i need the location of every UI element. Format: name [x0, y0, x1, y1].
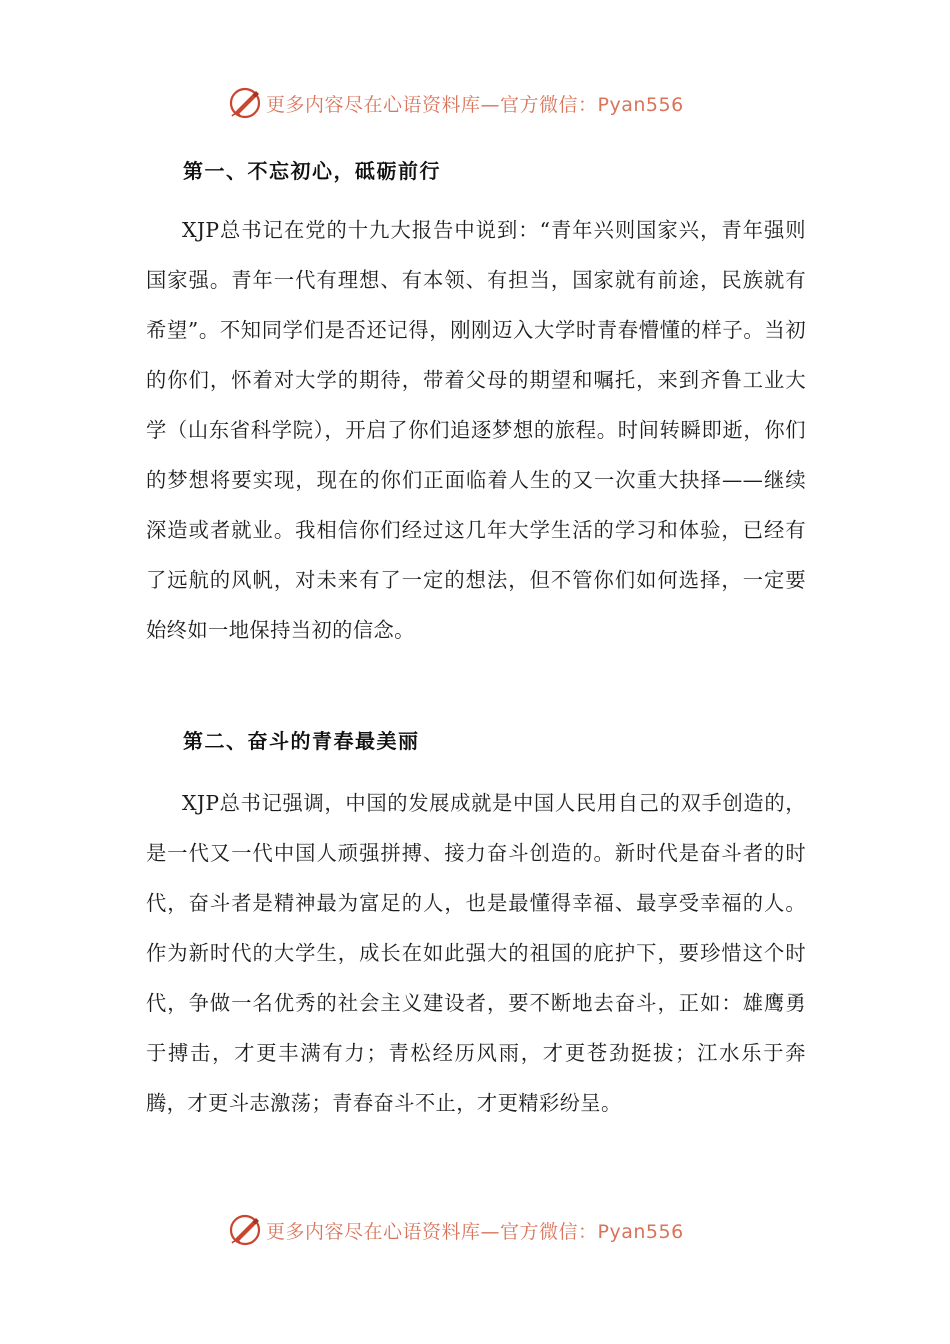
footer-banner	[228, 1210, 684, 1250]
section-heading-2: 第二、奋斗的青春最美丽	[183, 729, 420, 753]
section-heading-1: 第一、不忘初心，砥砺前行	[183, 159, 441, 183]
section-body-2: XJP总书记强调，中国的发展成就是中国人民用自己的双手创造的，是一代又一代中国人顽强拼搏、接力奋斗创造的。新时代是奋斗者的时代，奋斗者是精神最为富足的人，也是最懂得幸福、最享受幸福的人。作为新时代的大学生，成长在如此强大的祖国的庇护下，要珍惜这个时代，争做一名优秀的社会主义建设者，要不断地去奋斗，正如：雄鹰勇于搏击，才更丰满有力；青松经历风雨，才更苍劲挺拔；江水乐于奔腾，才更斗志激荡；青春奋斗不止，才更精彩纷呈。	[146, 791, 806, 1115]
section-body-1: XJP总书记在党的十九大报告中说到：“青年兴则国家兴，青年强则国家强。青年一代有理想、有本领、有担当，国家就有前途，民族就有希望”。不知同学们是否还记得，刚刚迈入大学时青春懵懂的样子。当初的你们，怀着对大学的期待，带着父母的期望和嘱托，来到齐鲁工业大学（山东省科学院），开启了你们追逐梦想的旅程。时间转瞬即逝，你们的梦想将要实现，现在的你们正面临着人生的又一次重大抉择——继续深造或者就业。我相信你们经过这几年大学生活的学习和体验，已经有了远航的风帆，对未来有了一定的想法，但不管你们如何选择，一定要始终如一地保持当初的信念。	[146, 218, 806, 642]
banner-text: 更多内容尽在心语资料库—官方微信：Pyan556	[266, 1220, 684, 1243]
pen-circle-logo-icon	[228, 1213, 262, 1247]
header-banner	[228, 83, 684, 123]
banner-text: 更多内容尽在心语资料库—官方微信：Pyan556	[266, 93, 684, 116]
pen-circle-logo-icon	[228, 86, 262, 120]
